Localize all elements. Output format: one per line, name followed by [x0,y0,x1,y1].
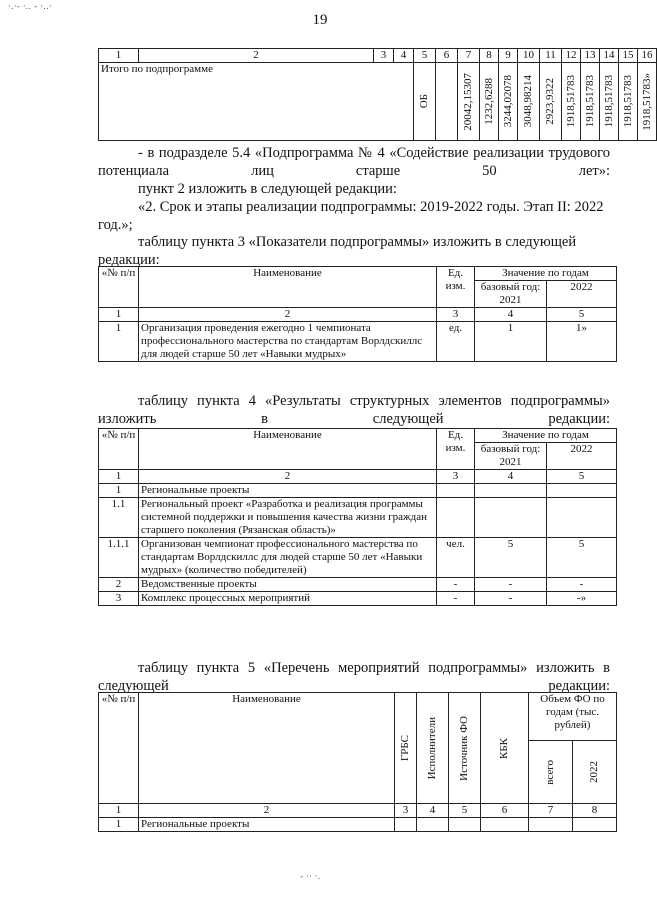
col-num-header: «№ п/п [99,693,139,804]
col-unit-header: Ед. изм. [437,429,475,470]
paragraph-table3: таблицу пункта 3 «Показатели подпрограммы» изложить в следующей редакции: [98,234,577,268]
value-cell: 3048,98214 [522,75,534,128]
value-cell: 20042,15307 [462,72,474,131]
column-index-cell: 2 [139,49,374,63]
row-name: Комплекс процессных мероприятий [139,592,437,606]
value-cell: 1918,51783 [621,75,634,128]
col-kbk-header: КБК [498,737,510,759]
row-unit: чел. [437,538,475,578]
col-2022-header: 2022 [547,443,617,470]
col-num-header: «№ п/п [99,267,139,308]
col-grbs-header: ГРБС [399,734,411,762]
paragraph-table5: таблицу пункта 5 «Перечень мероприятий подпрограммы» изложить в следующей редакции: [98,660,610,694]
row-unit: ед. [437,322,475,362]
row-name: Организация проведения ежегодно 1 чемпионата профессионального мастерства по стандартам Ворлдскиллс для людей старше 50 лет «Навыки мудрых» [139,322,437,362]
top-table-header-row [99,49,657,63]
row-name: Региональный проект «Разработка и реализация программы системной поддержки и повышения качества жизни граждан старшего поколения (Рязанская область)» [139,498,437,538]
column-index-cell: 12 [562,49,581,63]
col-exec-header: Исполнители [426,716,438,780]
source-cell: ОБ [414,63,436,141]
row-unit [437,498,475,538]
col-base-header: базовый год: 2021 [475,281,547,308]
top-total-table [98,48,657,141]
column-index-cell: 3 [395,804,417,818]
column-index-cell: 14 [600,49,619,63]
value-cell: 2923,9322 [544,78,556,125]
column-index-cell: 5 [547,308,617,322]
column-index-cell: 4 [475,308,547,322]
table-row [99,484,617,498]
column-index-cell: 11 [540,49,562,63]
value-cell: 1918,51783 [564,75,577,128]
col-name-header: Наименование [139,429,437,470]
col-values-header: Значение по годам [475,429,617,443]
row-num: 1 [99,484,139,498]
column-index-cell: 1 [99,49,139,63]
row-name: Региональные проекты [139,484,437,498]
column-index-cell: 3 [437,470,475,484]
column-index-cell: 8 [573,804,617,818]
table-row [99,578,617,592]
row-unit: - [437,592,475,606]
column-index-cell: 9 [499,49,518,63]
column-index-cell: 3 [374,49,394,63]
col-name-header: Наименование [139,693,395,804]
row-base [475,498,547,538]
value-cell: 1918,51783 [602,75,615,128]
column-index-cell: 2 [139,804,395,818]
row-unit [437,484,475,498]
column-index-cell: 13 [581,49,600,63]
row-2022: 1» [547,322,617,362]
paragraph-quote: «2. Срок и этапы реализации подпрограммы: 2019-2022 годы. Этап II: 2022 год.»; [98,199,604,233]
row-num: 1.1.1 [99,538,139,578]
column-index-cell: 16 [638,49,657,63]
row-num: 2 [99,578,139,592]
row-2022 [547,484,617,498]
row-num: 1 [99,322,139,362]
row-name: Организован чемпионат профессионального мастерства по стандартам Ворлдскиллс для людей старше 50 лет «Навыки мудрых» (количество победителей) [139,538,437,578]
value-cell: 1918,51783 [583,75,596,128]
column-index-cell: 1 [99,470,139,484]
row-num: 3 [99,592,139,606]
row-2022: - [547,578,617,592]
scan-artifact: - ·· ·. [300,872,321,882]
column-index-cell: 4 [394,49,414,63]
indicators-table [98,266,617,362]
column-index-cell: 3 [437,308,475,322]
value-cell: 1918,51783» [640,72,653,131]
table-row [99,498,617,538]
table-row [99,538,617,578]
paragraph-item2: пункт 2 изложить в следующей редакции: [138,181,397,197]
table-row [99,592,617,606]
row-base: - [475,592,547,606]
column-index-cell: 1 [99,308,139,322]
column-index-cell: 6 [481,804,529,818]
col-total-header: всего [544,759,556,785]
paragraph-table4: таблицу пункта 4 «Результаты структурных элементов подпрограммы» изложить в следующей редакции: [98,393,610,427]
total-label: Итого по подпрограмме [99,63,414,141]
paragraph-subsection: - в подразделе 5.4 «Подпрограмма № 4 «Содействие реализации трудового потенциала лиц старше 50 лет»: [98,145,610,179]
row-base: - [475,578,547,592]
col-2022-header: 2022 [547,281,617,308]
scan-artifact: ·.·- ·.. - ·..· [8,2,52,12]
column-index-cell: 2 [139,470,437,484]
col-num-header: «№ п/п [99,429,139,470]
row-base: 1 [475,322,547,362]
col-base-header: базовый год: 2021 [475,443,547,470]
column-index-cell: 5 [414,49,436,63]
column-index-cell: 2 [139,308,437,322]
column-index-cell: 7 [458,49,480,63]
row-name: Ведомственные проекты [139,578,437,592]
row-2022 [547,498,617,538]
col-values-header: Значение по годам [475,267,617,281]
col-2022-header: 2022 [588,761,600,784]
column-index-cell: 8 [480,49,499,63]
col-unit-header: Ед. изм. [437,267,475,308]
row-base [475,484,547,498]
column-index-cell: 4 [417,804,449,818]
value-cell: 1232,6288 [482,78,495,125]
column-index-cell: 4 [475,470,547,484]
row-base: 5 [475,538,547,578]
row-2022: -» [547,592,617,606]
row-2022: 5 [547,538,617,578]
results-table [98,428,617,606]
column-index-cell: 5 [449,804,481,818]
column-index-cell: 1 [99,804,139,818]
col-name-header: Наименование [139,267,437,308]
row-name: Региональные проекты [139,818,395,832]
column-index-cell: 6 [436,49,458,63]
row-num: 1.1 [99,498,139,538]
column-index-cell: 10 [518,49,540,63]
column-index-cell: 7 [529,804,573,818]
page-number: 19 [312,12,328,28]
column-index-cell: 15 [619,49,638,63]
col-volume-header: Объем ФО по годам (тыс. рублей) [529,693,617,741]
top-table-total-row [99,63,657,141]
value-cell: 3244,02078 [501,75,514,128]
col-source-header: Источник ФО [458,715,470,781]
column-index-cell: 5 [547,470,617,484]
row-num: 1 [99,818,139,832]
row-unit: - [437,578,475,592]
measures-table [98,692,617,832]
